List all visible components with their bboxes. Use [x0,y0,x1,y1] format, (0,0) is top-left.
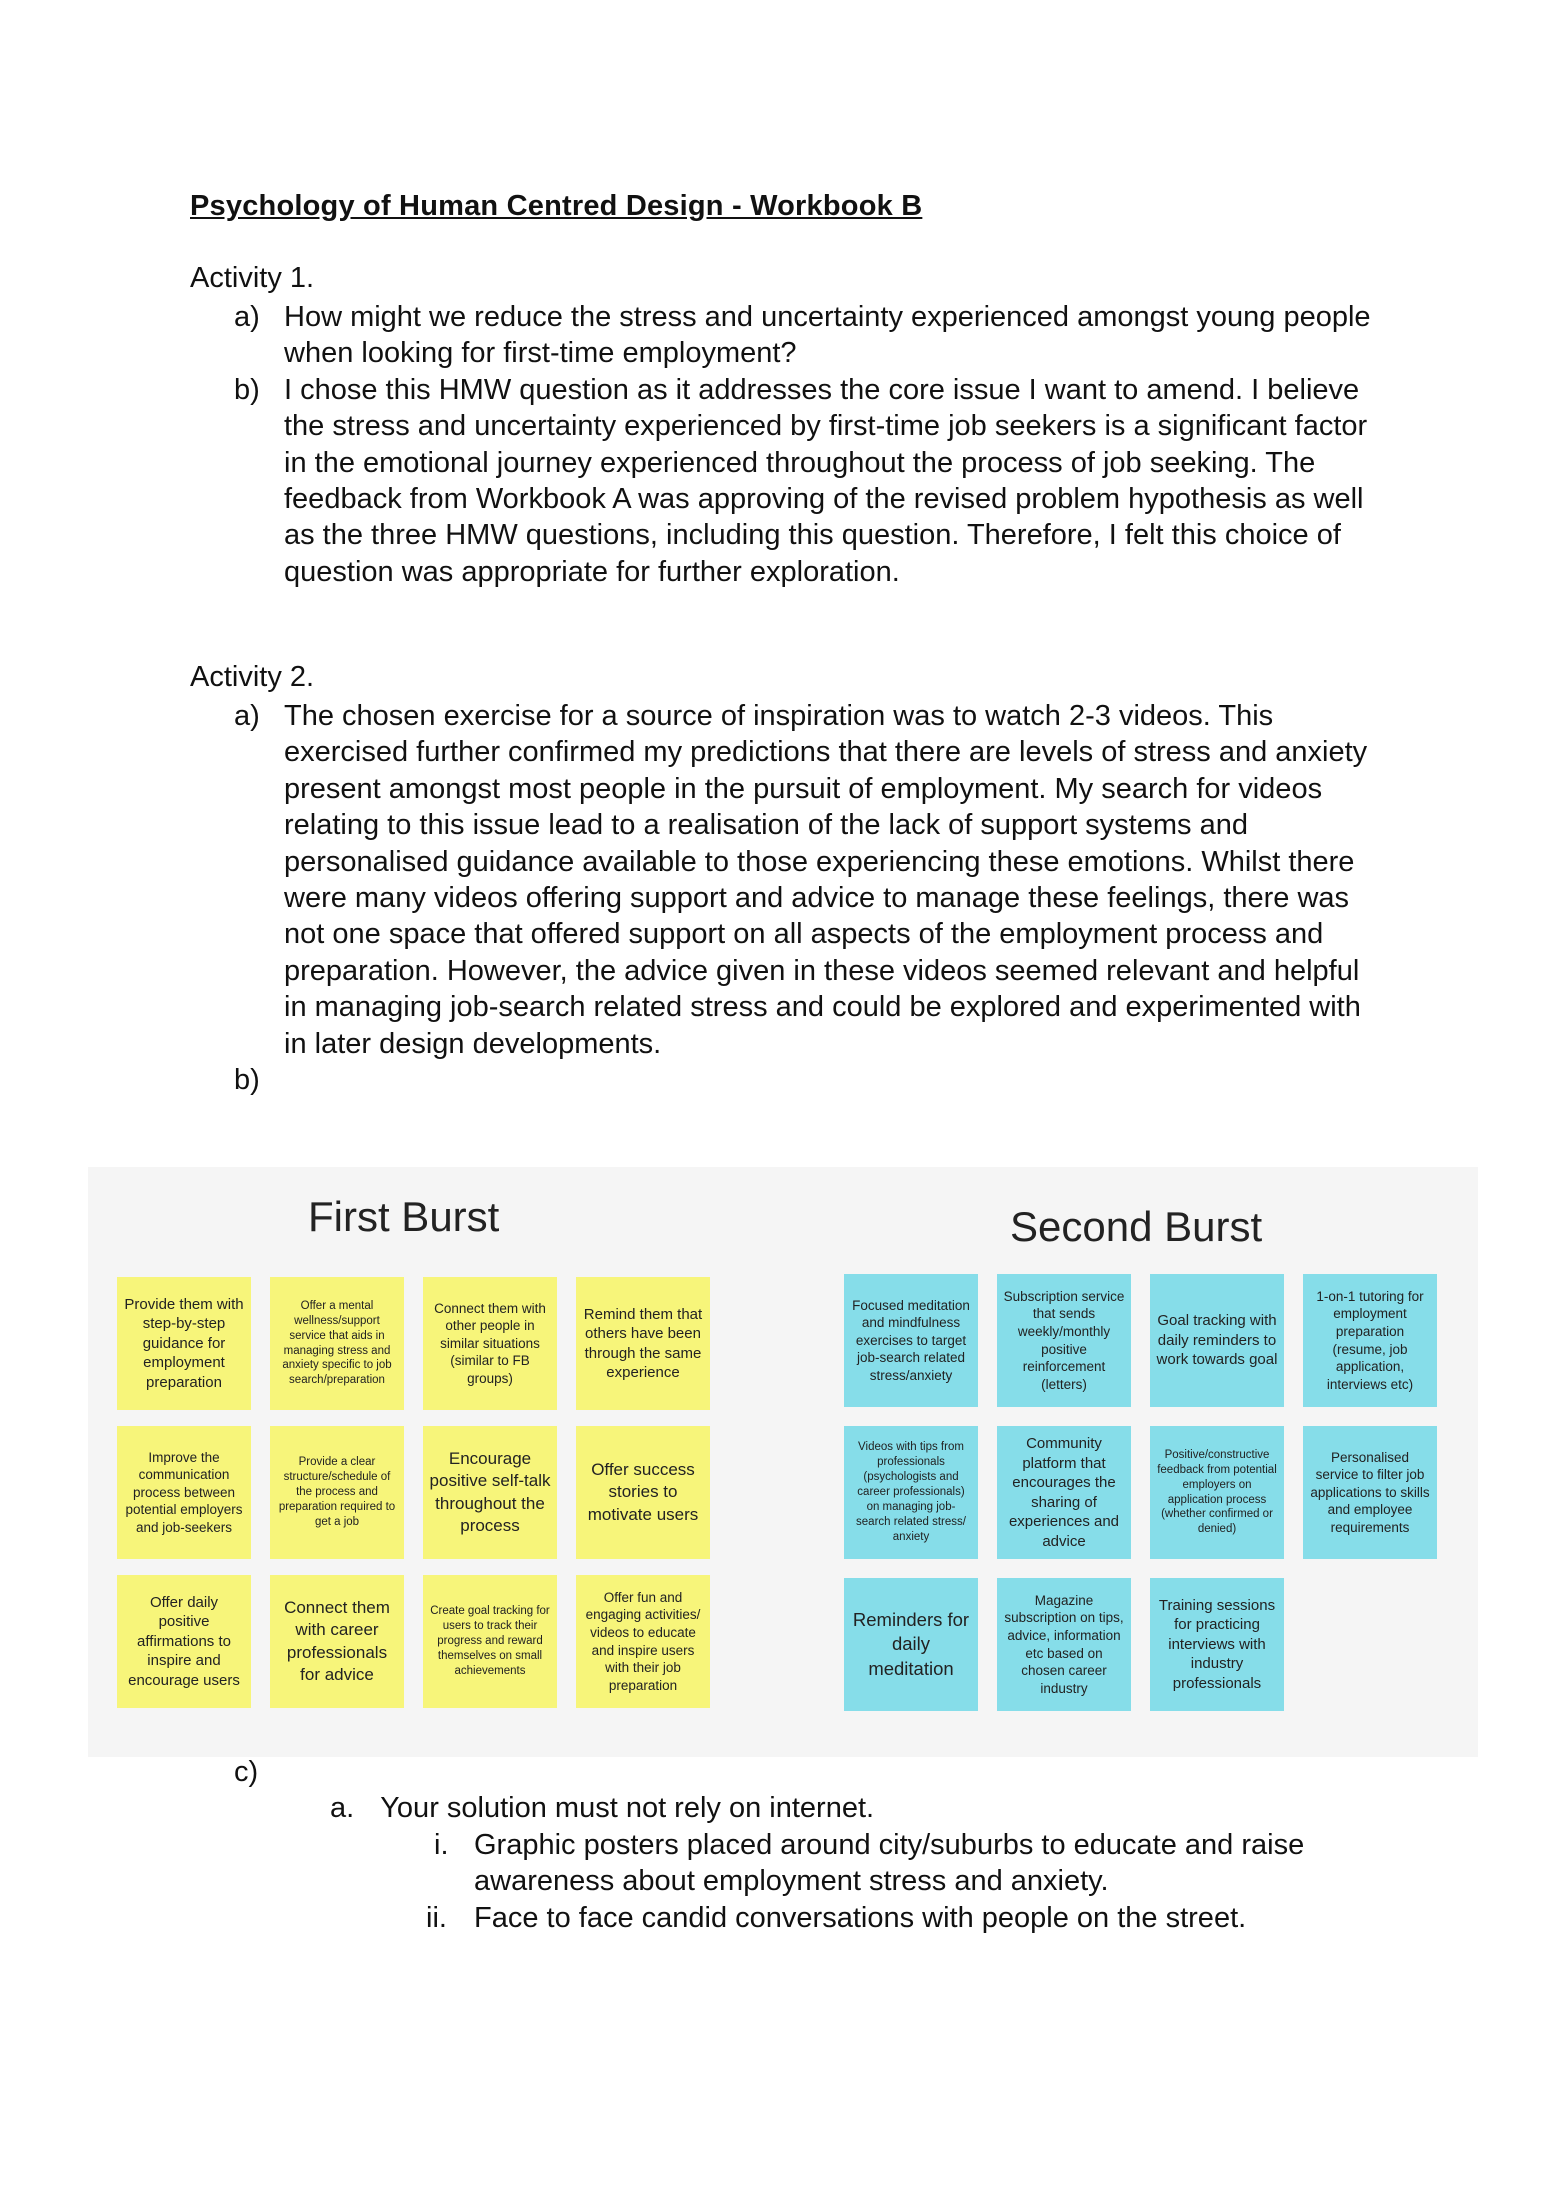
item-text: I chose this HMW question as it addresses the core issue I want to amend. I believe the stress and uncertainty experienced by first-time job seekers is a significant factor in the emotional journey experienced throughout the process of job seeking. The feedback from Workbook A was approving of the revised problem hypothesis as well as the three HMW questions, including this question. Therefore, I felt this choice of question was appropriate for further exploration. [284,373,1368,588]
roman-list [424,1827,1334,1936]
item-text: How might we reduce the stress and uncertainty experienced amongst young people when looking for first-time employment? [284,301,1371,370]
activity-1-item-b [234,372,1384,590]
first-burst-note: Improve the communication process between potential employers and job-seekers [117,1426,251,1559]
first-burst-note: Offer fun and engaging activities/ videos to educate and inspire users with their job preparation [576,1575,710,1708]
roman-item-ii [424,1900,1334,1936]
first-burst-note: Offer success stories to motivate users [576,1426,710,1559]
first-burst-note: Offer a mental wellness/support service that aids in managing stress and anxiety specific to job search/preparation [270,1277,404,1410]
second-burst-note: Reminders for daily meditation [844,1578,978,1711]
second-burst-note: Magazine subscription on tips, advice, information etc based on chosen career industry [997,1578,1131,1711]
roman-marker: ii. [426,1901,447,1934]
second-burst-note: Positive/constructive feedback from potential employers on application process (whether confirmed or denied) [1150,1426,1284,1559]
sub-item-marker: a. [330,1792,355,1824]
roman-item-i [424,1827,1334,1900]
first-burst-note: Remind them that others have been through the same experience [576,1277,710,1410]
roman-text: Graphic posters placed around city/suburbs to educate and raise awareness about employment stress and anxiety. [474,1829,1305,1898]
activity-2-item-a [234,698,1384,1062]
second-burst-note: Training sessions for practicing interviews with industry professionals [1150,1578,1284,1711]
brainstorm-board [88,1167,1478,1757]
activity-1-heading: Activity 1. [190,262,315,294]
activity-1-list [234,299,1384,590]
item-marker: b) [234,1064,260,1097]
activity-1-item-a [234,299,1384,372]
second-burst-note: Subscription service that sends weekly/monthly positive reinforcement (letters) [997,1274,1131,1407]
second-burst-note: Focused meditation and mindfulness exercises to target job-search related stress/anxiety [844,1274,978,1407]
activity-2-heading: Activity 2. [190,661,315,693]
second-burst-note: Videos with tips from professionals (psychologists and career professionals) on managing job-search related stress/ anxiety [844,1426,978,1559]
second-burst-title: Second Burst [1010,1203,1263,1250]
first-burst-note: Provide a clear structure/schedule of the process and preparation required to get a job [270,1426,404,1559]
item-marker: b) [234,373,260,406]
first-burst-note: Offer daily positive affirmations to inspire and encourage users [117,1575,251,1708]
roman-text: Face to face candid conversations with people on the street. [474,1901,1247,1934]
activity-2-list [234,698,1384,1097]
roman-marker: i. [434,1829,449,1861]
first-burst-note: Connect them with other people in similar situations (similar to FB groups) [423,1277,557,1410]
second-burst-note: 1-on-1 tutoring for employment preparation (resume, job application, interviews etc) [1303,1274,1437,1407]
document-title: Psychology of Human Centred Design - Workbook B [190,190,923,222]
item-marker: a) [234,301,260,333]
item-text: The chosen exercise for a source of inspiration was to watch 2-3 videos. This exercised further confirmed my predictions that there are levels of stress and anxiety present amongst most people in the pursuit of employment. My search for videos relating to this issue lead to a realisation of the lack of support systems and personalised guidance available to those experiencing these emotions. Whilst there were many videos offering support and advice to manage these feelings, there was not one space that offered support on all aspects of the employment process and preparation. However, the advice given in these videos seemed relevant and helpful in managing job-search related stress and could be explored and experimented with in later design developments. [284,700,1368,1060]
first-burst-title: First Burst [308,1193,500,1240]
first-burst-note: Connect them with career professionals for advice [270,1575,404,1708]
part-c-marker: c) [234,1756,259,1788]
second-burst-note: Community platform that encourages the sharing of experiences and advice [997,1426,1131,1559]
second-burst-note: Personalised service to filter job applications to skills and employee requirements [1303,1426,1437,1559]
second-burst-note: Goal tracking with daily reminders to work towards goal [1150,1274,1284,1407]
first-burst-note: Encourage positive self-talk throughout the process [423,1426,557,1559]
sub-item-text: Your solution must not rely on internet. [380,1792,875,1824]
first-burst-note: Create goal tracking for users to track their progress and reward themselves on small achievements [423,1575,557,1708]
part-c-sub-item [330,1790,1030,1826]
item-marker: a) [234,700,260,732]
first-burst-note: Provide them with step-by-step guidance for employment preparation [117,1277,251,1410]
